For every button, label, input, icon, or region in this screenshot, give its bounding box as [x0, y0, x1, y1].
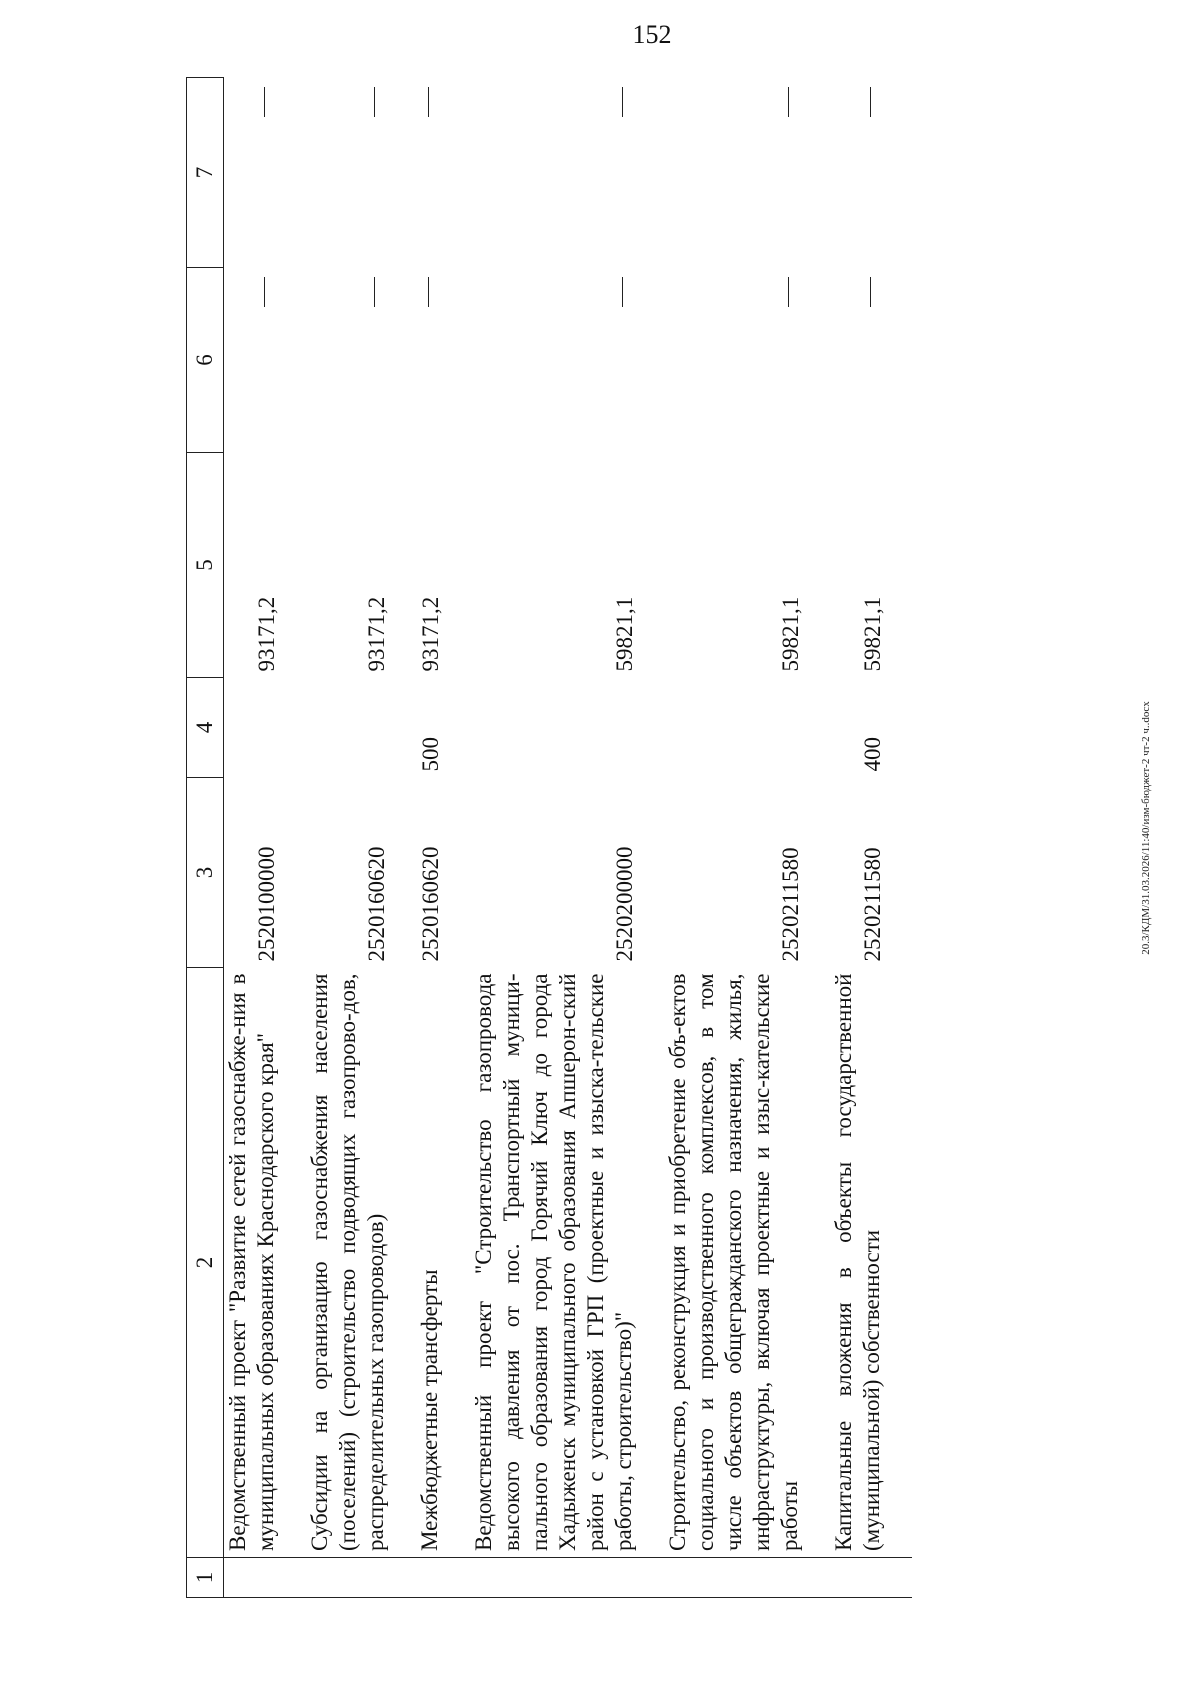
- row-col7-dash: [224, 78, 281, 268]
- header-cell: 6: [187, 268, 224, 453]
- header-cell: 5: [187, 453, 224, 678]
- row-amount: 59821,1: [778, 596, 803, 672]
- row-col6-dash: [470, 268, 638, 453]
- table-row: [306, 78, 390, 1598]
- row-description: Ведомственный проект "Строительство газопровода высокого давления от пос. Транспортный муници-пального образования город Горячий Ключ до города Хадыженск муниципального образования Апшерон-ский район с установкой ГРП (проектные и изыска-тельские работы, строительство)": [471, 973, 636, 1551]
- row-index-cell: [444, 1558, 470, 1598]
- table-row: [470, 78, 638, 1598]
- row-code: 2520211580: [860, 847, 885, 962]
- header-cell: 1: [187, 1558, 224, 1598]
- row-gap: [390, 78, 416, 1598]
- row-index-cell: [830, 1558, 886, 1598]
- row-amount: 93171,2: [254, 596, 279, 672]
- row-description: Капитальные вложения в объекты государственной (муниципальной) собственности: [831, 973, 884, 1551]
- row-index-cell: [886, 1558, 912, 1598]
- table-row: [416, 78, 444, 1598]
- row-code: 2520160620: [364, 846, 389, 962]
- row-description: Ведомственный проект "Развитие сетей газоснабже-ния в муниципальных образованиях Краснодарского края": [225, 973, 278, 1551]
- row-col7-dash: [664, 78, 804, 268]
- row-col6-dash: [830, 268, 886, 453]
- row-amount: 59821,1: [612, 596, 637, 672]
- dash-mark: [428, 88, 430, 118]
- header-cell: 2: [187, 968, 224, 1558]
- row-type: 500: [418, 737, 443, 772]
- page-number: 152: [632, 20, 672, 49]
- dash-mark: [788, 88, 790, 118]
- dash-mark: [374, 278, 376, 308]
- row-index-cell: [390, 1558, 416, 1598]
- row-col6-dash: [306, 268, 390, 453]
- dash-mark: [622, 88, 624, 118]
- row-index-cell: [280, 1558, 306, 1598]
- row-col7-dash: [470, 78, 638, 268]
- dash-mark: [264, 88, 266, 118]
- row-col6-dash: [224, 268, 281, 453]
- dash-mark: [788, 278, 790, 308]
- row-gap: [444, 78, 470, 1598]
- row-index-cell: [306, 1558, 390, 1598]
- row-index-cell: [638, 1558, 664, 1598]
- row-type: 400: [860, 737, 885, 772]
- row-type: [306, 678, 390, 778]
- row-col7-dash: [306, 78, 390, 268]
- table-row: [224, 78, 281, 1598]
- row-code: 2520160620: [418, 846, 443, 962]
- dash-mark: [622, 278, 624, 308]
- row-code: 2520211580: [778, 847, 803, 962]
- budget-table: [186, 77, 912, 1598]
- row-gap: [280, 78, 306, 1598]
- dash-mark: [264, 278, 266, 308]
- row-code: 2520200000: [612, 846, 637, 962]
- header-cell: 3: [187, 778, 224, 968]
- header-cell: 7: [187, 78, 224, 268]
- row-amount: 93171,2: [418, 596, 443, 672]
- footer-file-path: 20.3/КДМ/31.03.2026/11:40/изм-бюджет-2 чт-2 ч..docx: [1140, 701, 1152, 955]
- dash-mark: [870, 88, 872, 118]
- row-gap: [638, 78, 664, 1598]
- row-col7-dash: [416, 78, 444, 268]
- row-type: [224, 678, 281, 778]
- row-index-cell: [664, 1558, 804, 1598]
- row-type: [470, 678, 638, 778]
- dash-mark: [428, 278, 430, 308]
- row-col6-dash: [416, 268, 444, 453]
- row-col7-dash: [830, 78, 886, 268]
- row-col6-dash: [664, 268, 804, 453]
- table-row: [830, 78, 886, 1598]
- header-cell: 4: [187, 678, 224, 778]
- row-description: Строительство, реконструкция и приобретение объ-ектов социального и производственного комплексов, в том числе объектов общегражданского назначения, жилья, инфраструктуры, включая проектные и изыс-кательские работы: [665, 973, 802, 1551]
- row-index-cell: [416, 1558, 444, 1598]
- row-gap: [886, 78, 912, 1598]
- budget-table-rotated: [186, 78, 1046, 1598]
- row-description: Субсидии на организацию газоснабжения населения (поселений) (строительство подводящих газопрово-дов, распределительных газопроводов): [307, 973, 388, 1551]
- dash-mark: [870, 278, 872, 308]
- row-amount: 59821,1: [860, 596, 885, 672]
- header-row: [187, 78, 224, 1598]
- row-gap: [804, 78, 830, 1598]
- row-amount: 93171,2: [364, 596, 389, 672]
- row-type: [664, 678, 804, 778]
- row-index-cell: [224, 1558, 281, 1598]
- row-index-cell: [470, 1558, 638, 1598]
- row-description: Межбюджетные трансферты: [417, 1269, 442, 1551]
- dash-mark: [374, 88, 376, 118]
- table-row: [664, 78, 804, 1598]
- row-index-cell: [804, 1558, 830, 1598]
- row-code: 2520100000: [254, 846, 279, 962]
